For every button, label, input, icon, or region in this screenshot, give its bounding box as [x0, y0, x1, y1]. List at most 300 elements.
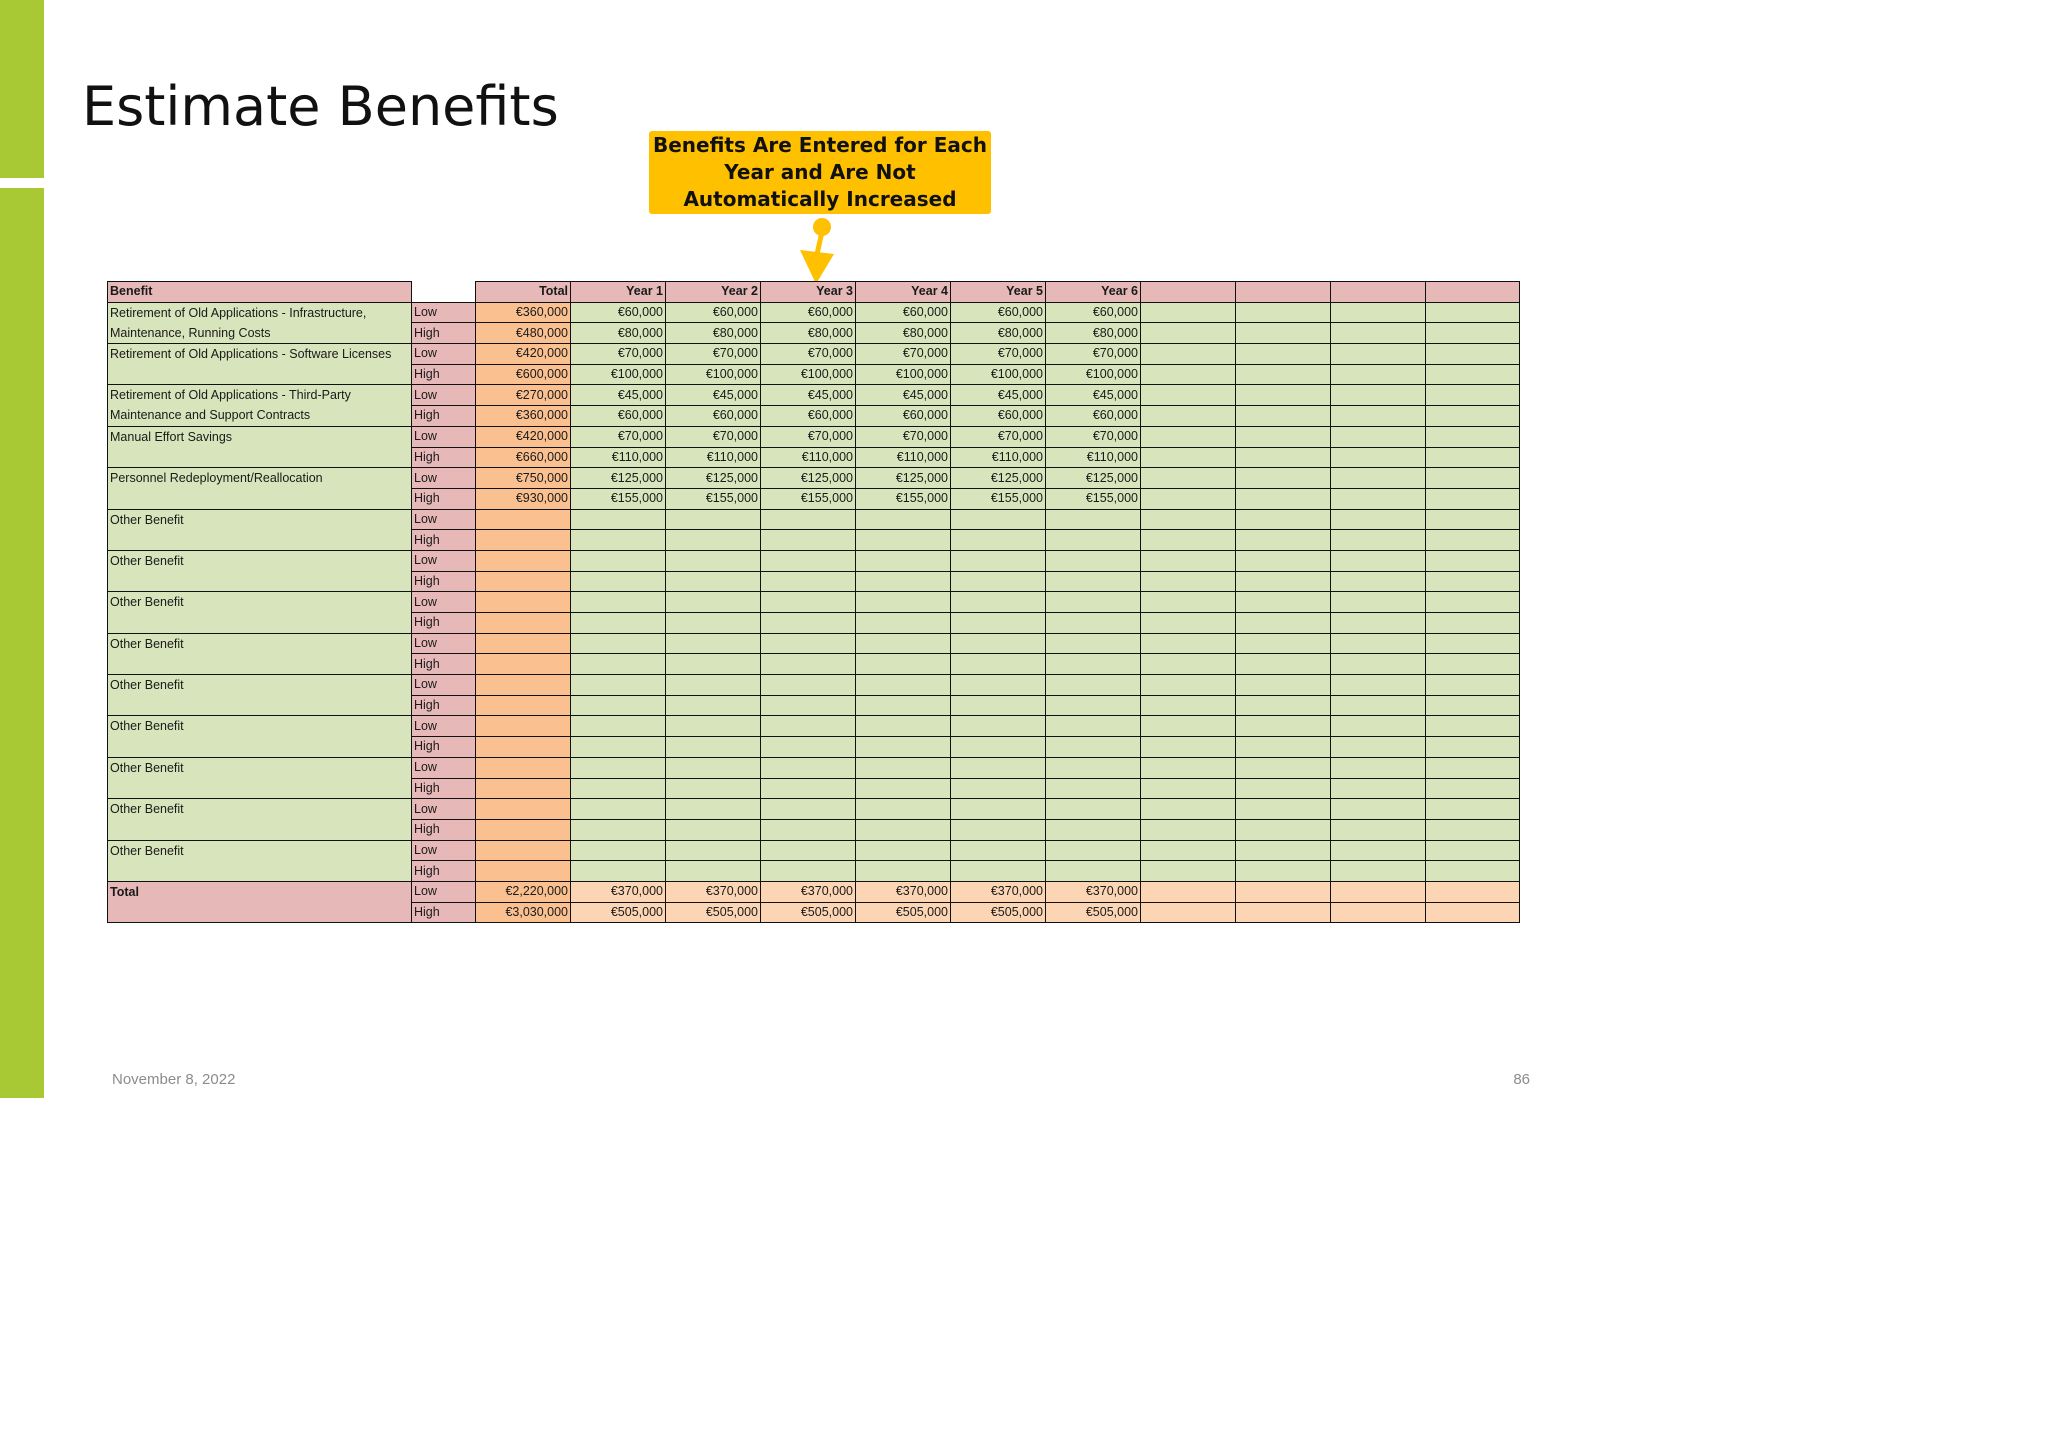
year-2-cell[interactable]: [666, 654, 761, 675]
year-4-cell[interactable]: [856, 633, 951, 654]
year-8-cell[interactable]: [1236, 468, 1331, 489]
year-8-cell[interactable]: [1236, 550, 1331, 571]
year-5-cell[interactable]: [951, 840, 1046, 861]
year-2-cell[interactable]: [666, 633, 761, 654]
year-3-cell[interactable]: €45,000: [761, 385, 856, 406]
year-9-cell[interactable]: [1331, 613, 1426, 634]
year-1-cell[interactable]: [571, 778, 666, 799]
table-row-low: [108, 799, 1520, 820]
year-1-cell[interactable]: [571, 509, 666, 530]
year-9-cell[interactable]: [1331, 344, 1426, 365]
year-3-cell[interactable]: €70,000: [761, 344, 856, 365]
year-6-cell[interactable]: [1046, 716, 1141, 737]
year-2-cell[interactable]: [666, 695, 761, 716]
year-7-cell[interactable]: [1141, 447, 1236, 468]
year-4-cell[interactable]: [856, 509, 951, 530]
year-3-cell[interactable]: [761, 799, 856, 820]
year-6-cell[interactable]: [1046, 675, 1141, 696]
year-9-cell[interactable]: [1331, 468, 1426, 489]
year-6-cell[interactable]: €110,000: [1046, 447, 1141, 468]
year-3-cell[interactable]: €100,000: [761, 364, 856, 385]
year-4-cell[interactable]: €70,000: [856, 344, 951, 365]
year-8-cell[interactable]: [1236, 592, 1331, 613]
year-2-cell[interactable]: €70,000: [666, 344, 761, 365]
year-9-cell[interactable]: [1331, 737, 1426, 758]
year-10-cell[interactable]: [1426, 302, 1520, 323]
year-3-cell[interactable]: [761, 695, 856, 716]
year-6-cell[interactable]: [1046, 799, 1141, 820]
year-8-cell[interactable]: [1236, 530, 1331, 551]
benefit-name: Other Benefit: [108, 799, 412, 840]
year-5-cell[interactable]: €70,000: [951, 344, 1046, 365]
year-2-cell[interactable]: [666, 550, 761, 571]
year-10-cell[interactable]: [1426, 716, 1520, 737]
year-9-cell[interactable]: [1331, 323, 1426, 344]
year-7-cell[interactable]: [1141, 488, 1236, 509]
year-2-cell[interactable]: €100,000: [666, 364, 761, 385]
year-5-cell[interactable]: [951, 550, 1046, 571]
year-1-cell[interactable]: [571, 799, 666, 820]
year-8-cell[interactable]: [1236, 633, 1331, 654]
year-3-cell[interactable]: [761, 613, 856, 634]
year-6-cell[interactable]: €45,000: [1046, 385, 1141, 406]
year-9-cell[interactable]: [1331, 364, 1426, 385]
year-8-cell[interactable]: [1236, 406, 1331, 427]
year-6-cell[interactable]: [1046, 757, 1141, 778]
year-5-cell[interactable]: €125,000: [951, 468, 1046, 489]
year-4-cell[interactable]: [856, 654, 951, 675]
year-9-cell[interactable]: [1331, 385, 1426, 406]
year-2-cell[interactable]: [666, 530, 761, 551]
year-7-cell[interactable]: [1141, 799, 1236, 820]
year-3-cell[interactable]: [761, 840, 856, 861]
year-7-cell[interactable]: [1141, 468, 1236, 489]
year-5-cell[interactable]: [951, 633, 1046, 654]
year-10-cell[interactable]: [1426, 592, 1520, 613]
year-2-cell[interactable]: [666, 819, 761, 840]
level-high-label: High: [412, 819, 476, 840]
year-10-cell[interactable]: [1426, 633, 1520, 654]
year-9-cell[interactable]: [1331, 861, 1426, 882]
year-3-cell[interactable]: €110,000: [761, 447, 856, 468]
total-cell: [476, 530, 571, 551]
year-7-cell[interactable]: [1141, 861, 1236, 882]
year-2-cell[interactable]: [666, 592, 761, 613]
year-5-cell[interactable]: [951, 778, 1046, 799]
year-9-cell[interactable]: [1331, 426, 1426, 447]
year-2-cell[interactable]: [666, 861, 761, 882]
year-9-cell[interactable]: [1331, 509, 1426, 530]
year-6-cell[interactable]: €100,000: [1046, 364, 1141, 385]
year-1-cell[interactable]: [571, 550, 666, 571]
year-4-cell[interactable]: [856, 778, 951, 799]
year-9-cell[interactable]: [1331, 695, 1426, 716]
year-1-cell[interactable]: €60,000: [571, 406, 666, 427]
year-7-cell[interactable]: [1141, 675, 1236, 696]
year-3-cell[interactable]: [761, 675, 856, 696]
year-4-cell[interactable]: [856, 819, 951, 840]
year-2-cell[interactable]: €70,000: [666, 426, 761, 447]
year-6-cell[interactable]: [1046, 695, 1141, 716]
year-2-cell[interactable]: €60,000: [666, 302, 761, 323]
year-8-cell[interactable]: [1236, 675, 1331, 696]
year-9-cell[interactable]: [1331, 757, 1426, 778]
year-3-cell[interactable]: [761, 819, 856, 840]
year-8-cell[interactable]: [1236, 757, 1331, 778]
year-7-cell[interactable]: [1141, 406, 1236, 427]
year-8-cell[interactable]: [1236, 861, 1331, 882]
year-5-cell[interactable]: [951, 654, 1046, 675]
total-cell: [476, 633, 571, 654]
year-9-cell[interactable]: [1331, 675, 1426, 696]
year-2-cell[interactable]: €125,000: [666, 468, 761, 489]
header-year-5: Year 5: [951, 282, 1046, 303]
year-4-cell[interactable]: [856, 840, 951, 861]
year-1-cell[interactable]: [571, 530, 666, 551]
year-1-cell[interactable]: €80,000: [571, 323, 666, 344]
year-3-cell[interactable]: [761, 530, 856, 551]
year-6-cell[interactable]: [1046, 778, 1141, 799]
year-4-cell[interactable]: €100,000: [856, 364, 951, 385]
year-1-cell[interactable]: [571, 757, 666, 778]
year-5-cell[interactable]: €60,000: [951, 302, 1046, 323]
year-3-cell[interactable]: [761, 737, 856, 758]
year-2-cell[interactable]: €110,000: [666, 447, 761, 468]
year-1-cell[interactable]: [571, 861, 666, 882]
year-7-cell[interactable]: [1141, 550, 1236, 571]
year-10-cell[interactable]: [1426, 426, 1520, 447]
year-4-cell[interactable]: [856, 737, 951, 758]
year-4-cell[interactable]: [856, 861, 951, 882]
year-5-cell[interactable]: [951, 509, 1046, 530]
year-10-cell[interactable]: [1426, 344, 1520, 365]
year-5-cell[interactable]: [951, 716, 1046, 737]
year-8-cell[interactable]: [1236, 323, 1331, 344]
year-5-cell[interactable]: €80,000: [951, 323, 1046, 344]
year-4-cell[interactable]: [856, 757, 951, 778]
year-4-cell[interactable]: €60,000: [856, 302, 951, 323]
year-6-cell[interactable]: €125,000: [1046, 468, 1141, 489]
year-1-cell[interactable]: €100,000: [571, 364, 666, 385]
year-5-cell[interactable]: [951, 861, 1046, 882]
year-1-cell[interactable]: [571, 654, 666, 675]
year-4-cell[interactable]: €60,000: [856, 406, 951, 427]
year-9-cell[interactable]: [1331, 447, 1426, 468]
year-10-cell[interactable]: [1426, 385, 1520, 406]
year-7-cell[interactable]: [1141, 716, 1236, 737]
year-4-cell[interactable]: €80,000: [856, 323, 951, 344]
year-7-cell[interactable]: [1141, 509, 1236, 530]
year-7-cell[interactable]: [1141, 302, 1236, 323]
year-7-cell[interactable]: [1141, 840, 1236, 861]
year-10-cell[interactable]: [1426, 571, 1520, 592]
total-cell: [476, 861, 571, 882]
year-6-cell[interactable]: [1046, 819, 1141, 840]
year-10-cell[interactable]: [1426, 861, 1520, 882]
year-3-cell[interactable]: [761, 716, 856, 737]
year-10-cell[interactable]: [1426, 840, 1520, 861]
year-7-cell[interactable]: [1141, 737, 1236, 758]
year-1-cell[interactable]: [571, 592, 666, 613]
year-6-cell[interactable]: €60,000: [1046, 406, 1141, 427]
year-6-cell[interactable]: [1046, 550, 1141, 571]
year-8-cell[interactable]: [1236, 385, 1331, 406]
benefit-name: Other Benefit: [108, 840, 412, 881]
year-10-cell[interactable]: [1426, 757, 1520, 778]
level-high-label: High: [412, 364, 476, 385]
year-8-cell[interactable]: [1236, 488, 1331, 509]
year-2-cell[interactable]: [666, 509, 761, 530]
year-4-cell[interactable]: [856, 592, 951, 613]
year-4-cell[interactable]: [856, 613, 951, 634]
year-5-cell[interactable]: [951, 675, 1046, 696]
year-3-cell[interactable]: €125,000: [761, 468, 856, 489]
year-1-cell[interactable]: [571, 840, 666, 861]
year-8-cell[interactable]: [1236, 571, 1331, 592]
year-3-cell: €370,000: [761, 881, 856, 902]
year-4-cell[interactable]: [856, 675, 951, 696]
year-4-cell[interactable]: [856, 571, 951, 592]
year-2-cell[interactable]: €45,000: [666, 385, 761, 406]
year-4-cell[interactable]: [856, 550, 951, 571]
year-6-cell[interactable]: €70,000: [1046, 426, 1141, 447]
year-8-cell[interactable]: [1236, 344, 1331, 365]
year-1-cell[interactable]: €155,000: [571, 488, 666, 509]
year-6-cell[interactable]: [1046, 654, 1141, 675]
year-9-cell[interactable]: [1331, 778, 1426, 799]
year-7-cell[interactable]: [1141, 364, 1236, 385]
year-4-cell[interactable]: [856, 530, 951, 551]
total-cell: [476, 675, 571, 696]
year-1-cell[interactable]: €45,000: [571, 385, 666, 406]
header-year-9: [1331, 282, 1426, 303]
year-9-cell[interactable]: [1331, 840, 1426, 861]
year-10-cell[interactable]: [1426, 737, 1520, 758]
benefit-name: Other Benefit: [108, 633, 412, 674]
year-8-cell[interactable]: [1236, 364, 1331, 385]
year-8-cell[interactable]: [1236, 447, 1331, 468]
year-6-cell[interactable]: [1046, 633, 1141, 654]
year-3-cell[interactable]: [761, 633, 856, 654]
year-10-cell[interactable]: [1426, 509, 1520, 530]
total-cell: [476, 716, 571, 737]
year-7-cell[interactable]: [1141, 633, 1236, 654]
year-5-cell[interactable]: €70,000: [951, 426, 1046, 447]
year-8-cell[interactable]: [1236, 840, 1331, 861]
year-3-cell[interactable]: €155,000: [761, 488, 856, 509]
year-9-cell[interactable]: [1331, 488, 1426, 509]
year-7-cell[interactable]: [1141, 592, 1236, 613]
year-8-cell[interactable]: [1236, 509, 1331, 530]
year-3-cell[interactable]: €60,000: [761, 406, 856, 427]
year-2-cell[interactable]: [666, 799, 761, 820]
year-9-cell[interactable]: [1331, 530, 1426, 551]
year-1-cell[interactable]: [571, 695, 666, 716]
level-low-label: Low: [412, 385, 476, 406]
year-6-cell[interactable]: €80,000: [1046, 323, 1141, 344]
year-6-cell[interactable]: [1046, 737, 1141, 758]
year-7-cell[interactable]: [1141, 613, 1236, 634]
year-8-cell[interactable]: [1236, 737, 1331, 758]
year-9-cell[interactable]: [1331, 633, 1426, 654]
year-6-cell[interactable]: [1046, 530, 1141, 551]
year-2-cell[interactable]: [666, 757, 761, 778]
year-7-cell[interactable]: [1141, 757, 1236, 778]
year-7-cell[interactable]: [1141, 323, 1236, 344]
year-8-cell: [1236, 902, 1331, 923]
year-10-cell[interactable]: [1426, 406, 1520, 427]
year-7-cell[interactable]: [1141, 571, 1236, 592]
year-7-cell[interactable]: [1141, 344, 1236, 365]
year-9-cell[interactable]: [1331, 819, 1426, 840]
year-2-cell[interactable]: [666, 778, 761, 799]
year-8-cell[interactable]: [1236, 654, 1331, 675]
year-7-cell[interactable]: [1141, 819, 1236, 840]
year-7-cell[interactable]: [1141, 530, 1236, 551]
year-1-cell[interactable]: [571, 716, 666, 737]
year-3-cell[interactable]: [761, 654, 856, 675]
year-6-cell[interactable]: [1046, 861, 1141, 882]
year-7-cell[interactable]: [1141, 695, 1236, 716]
year-9-cell[interactable]: [1331, 654, 1426, 675]
year-9-cell[interactable]: [1331, 406, 1426, 427]
year-6-cell[interactable]: [1046, 840, 1141, 861]
year-5-cell[interactable]: €60,000: [951, 406, 1046, 427]
year-4-cell[interactable]: [856, 799, 951, 820]
year-3-cell[interactable]: €70,000: [761, 426, 856, 447]
year-1-cell[interactable]: [571, 675, 666, 696]
year-5-cell[interactable]: €45,000: [951, 385, 1046, 406]
year-3-cell[interactable]: [761, 550, 856, 571]
year-8-cell[interactable]: [1236, 819, 1331, 840]
year-6-cell[interactable]: [1046, 592, 1141, 613]
year-9-cell[interactable]: [1331, 571, 1426, 592]
year-3-cell[interactable]: [761, 592, 856, 613]
year-10-cell[interactable]: [1426, 778, 1520, 799]
total-cell: [476, 778, 571, 799]
year-9-cell[interactable]: [1331, 799, 1426, 820]
year-7-cell[interactable]: [1141, 385, 1236, 406]
year-2-cell[interactable]: €155,000: [666, 488, 761, 509]
year-2-cell[interactable]: [666, 675, 761, 696]
year-7-cell[interactable]: [1141, 426, 1236, 447]
year-10-cell[interactable]: [1426, 550, 1520, 571]
year-1-cell[interactable]: [571, 571, 666, 592]
year-5-cell[interactable]: [951, 799, 1046, 820]
year-6-cell[interactable]: [1046, 571, 1141, 592]
year-7-cell[interactable]: [1141, 778, 1236, 799]
year-5-cell[interactable]: €155,000: [951, 488, 1046, 509]
year-9-cell[interactable]: [1331, 302, 1426, 323]
year-4-cell[interactable]: €70,000: [856, 426, 951, 447]
year-10-cell[interactable]: [1426, 530, 1520, 551]
year-8-cell[interactable]: [1236, 426, 1331, 447]
year-10-cell[interactable]: [1426, 323, 1520, 344]
year-4-cell[interactable]: €110,000: [856, 447, 951, 468]
year-2-cell[interactable]: [666, 716, 761, 737]
year-8-cell[interactable]: [1236, 613, 1331, 634]
year-10-cell[interactable]: [1426, 654, 1520, 675]
year-3-cell[interactable]: [761, 757, 856, 778]
year-10-cell[interactable]: [1426, 613, 1520, 634]
year-10-cell[interactable]: [1426, 799, 1520, 820]
year-8-cell[interactable]: [1236, 695, 1331, 716]
year-6-cell[interactable]: €60,000: [1046, 302, 1141, 323]
year-5-cell[interactable]: [951, 737, 1046, 758]
year-2-cell[interactable]: [666, 571, 761, 592]
year-9-cell[interactable]: [1331, 592, 1426, 613]
year-8-cell[interactable]: [1236, 778, 1331, 799]
year-1-cell[interactable]: €70,000: [571, 344, 666, 365]
year-5-cell[interactable]: [951, 757, 1046, 778]
year-10-cell[interactable]: [1426, 819, 1520, 840]
year-10-cell[interactable]: [1426, 468, 1520, 489]
year-4-cell[interactable]: [856, 695, 951, 716]
year-6-cell[interactable]: €155,000: [1046, 488, 1141, 509]
year-8-cell[interactable]: [1236, 716, 1331, 737]
year-5-cell[interactable]: [951, 592, 1046, 613]
year-9-cell[interactable]: [1331, 550, 1426, 571]
year-1-cell[interactable]: €125,000: [571, 468, 666, 489]
year-1-cell[interactable]: [571, 633, 666, 654]
year-2-cell[interactable]: [666, 613, 761, 634]
year-10-cell[interactable]: [1426, 364, 1520, 385]
year-3-cell[interactable]: €60,000: [761, 302, 856, 323]
year-1-cell[interactable]: €110,000: [571, 447, 666, 468]
total-row-label: Total: [108, 881, 412, 922]
year-10-cell[interactable]: [1426, 695, 1520, 716]
year-5-cell[interactable]: [951, 613, 1046, 634]
year-3-cell[interactable]: [761, 861, 856, 882]
year-4-cell[interactable]: €125,000: [856, 468, 951, 489]
year-1-cell[interactable]: [571, 613, 666, 634]
year-5-cell[interactable]: [951, 530, 1046, 551]
year-1-cell[interactable]: €70,000: [571, 426, 666, 447]
year-6-cell[interactable]: €70,000: [1046, 344, 1141, 365]
year-2-cell[interactable]: €80,000: [666, 323, 761, 344]
year-5-cell[interactable]: [951, 571, 1046, 592]
year-1-cell[interactable]: €60,000: [571, 302, 666, 323]
year-6-cell[interactable]: [1046, 613, 1141, 634]
year-4-cell[interactable]: €155,000: [856, 488, 951, 509]
year-1-cell[interactable]: [571, 737, 666, 758]
year-8-cell[interactable]: [1236, 302, 1331, 323]
year-2-cell[interactable]: [666, 840, 761, 861]
year-5-cell[interactable]: [951, 819, 1046, 840]
year-10-cell[interactable]: [1426, 675, 1520, 696]
year-2-cell: €505,000: [666, 902, 761, 923]
year-5-cell[interactable]: €110,000: [951, 447, 1046, 468]
year-10-cell[interactable]: [1426, 488, 1520, 509]
year-1-cell[interactable]: [571, 819, 666, 840]
year-2-cell[interactable]: €60,000: [666, 406, 761, 427]
year-3-cell[interactable]: [761, 509, 856, 530]
year-5-cell[interactable]: [951, 695, 1046, 716]
year-10-cell: [1426, 902, 1520, 923]
year-5-cell[interactable]: €100,000: [951, 364, 1046, 385]
year-10-cell[interactable]: [1426, 447, 1520, 468]
year-7-cell[interactable]: [1141, 654, 1236, 675]
year-3-cell[interactable]: €80,000: [761, 323, 856, 344]
year-2-cell[interactable]: [666, 737, 761, 758]
year-8-cell[interactable]: [1236, 799, 1331, 820]
year-3-cell[interactable]: [761, 778, 856, 799]
year-3-cell[interactable]: [761, 571, 856, 592]
year-9-cell[interactable]: [1331, 716, 1426, 737]
year-6-cell[interactable]: [1046, 509, 1141, 530]
year-4-cell[interactable]: €45,000: [856, 385, 951, 406]
year-4-cell[interactable]: [856, 716, 951, 737]
